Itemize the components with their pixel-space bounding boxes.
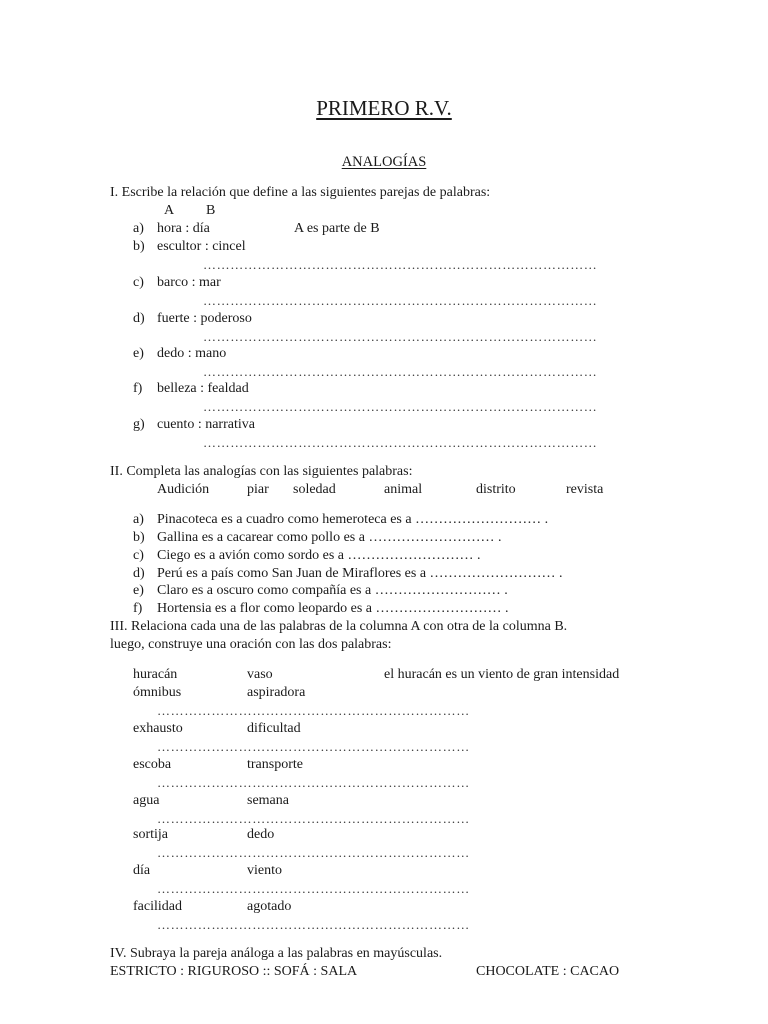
answer-line[interactable]: …………………………………………………………………………… [203,435,598,450]
column-b-word: agotado [247,899,292,914]
answer-line[interactable]: …………………………………………………………… [157,703,470,718]
section3-instruction-cont: luego, construye una oración con las dos palabras: [110,637,392,652]
column-a-word: facilidad [133,899,182,914]
word-pair: cuento : narrativa [157,417,255,432]
column-b-word: transporte [247,757,303,772]
column-a-word: día [133,863,151,878]
column-a-word: escoba [133,757,172,772]
column-b-word: viento [247,863,282,878]
word-bank-item: Audición [157,482,210,497]
word-pair: fuerte : poderoso [157,311,252,326]
word-bank-item: soledad [293,482,336,497]
word-bank-item: revista [566,482,604,497]
word-bank-item: distrito [476,482,516,497]
item-letter: e) [133,346,144,361]
item-letter: f) [133,381,143,396]
item-letter: b) [133,239,145,254]
section3-instruction: III. Relaciona cada una de las palabras de la columna A con otra de la columna B. [110,619,568,634]
column-a-word: agua [133,793,160,808]
answer-line[interactable]: …………………………………………………………… [157,739,470,754]
analogy-sentence: Hortensia es a flor como leopardo es a ……………………… . [157,601,509,616]
example-sentence: el huracán es un viento de gran intensidad [384,667,620,682]
column-a-header: A [164,203,175,218]
word-bank-item: piar [247,482,269,497]
page-title: PRIMERO R.V. [316,96,452,120]
analogy-sentence: Perú es a país como San Juan de Miraflores es a ……………………… . [157,566,563,581]
item-letter: a) [133,512,144,527]
column-b-word: semana [247,793,289,808]
column-a-word: ómnibus [133,685,182,700]
column-b-word: dificultad [247,721,301,736]
section4-instruction: IV. Subraya la pareja análoga a las palabras en mayúsculas. [110,946,443,961]
answer-line[interactable]: …………………………………………………………………………… [203,329,598,344]
item-letter: c) [133,548,144,563]
analogy-sentence: Claro es a oscuro como compañía es a ……………………… . [157,583,508,598]
example-answer: A es parte de B [294,221,380,236]
item-letter: d) [133,566,145,581]
analogy-sentence: Ciego es a avión como sordo es a ……………………… . [157,548,481,563]
analogy-option[interactable]: ESTRICTO : RIGUROSO :: SOFÁ : SALA [110,964,358,979]
section1-instruction: I. Escribe la relación que define a las siguientes parejas de palabras: [110,185,491,200]
answer-line[interactable]: …………………………………………………………………………… [203,399,598,414]
column-a-word: sortija [133,827,168,842]
word-pair: dedo : mano [157,346,227,361]
item-letter: e) [133,583,144,598]
column-b-word: dedo [247,827,275,842]
column-a-word: exhausto [133,721,183,736]
analogy-sentence: Gallina es a cacarear como pollo es a ……………………… . [157,530,502,545]
column-b-word: vaso [247,667,273,682]
word-bank-item: animal [384,482,423,497]
item-letter: c) [133,275,144,290]
column-b-header: B [206,203,216,218]
item-letter: a) [133,221,144,236]
item-letter: b) [133,530,145,545]
answer-line[interactable]: …………………………………………………………… [157,917,470,932]
answer-line[interactable]: …………………………………………………………………………… [203,293,598,308]
word-pair: belleza : fealdad [157,381,249,396]
word-pair: barco : mar [157,275,221,290]
answer-line[interactable]: …………………………………………………………… [157,811,470,826]
word-pair: hora : día [157,221,210,236]
column-a-word: huracán [133,667,178,682]
answer-line[interactable]: …………………………………………………………… [157,775,470,790]
analogy-sentence: Pinacoteca es a cuadro como hemeroteca es a ……………………… . [157,512,549,527]
answer-line[interactable]: …………………………………………………………………………… [203,257,598,272]
section-heading: ANALOGÍAS [341,154,427,170]
analogy-option[interactable]: CHOCOLATE : CACAO [476,964,620,979]
item-letter: f) [133,601,143,616]
answer-line[interactable]: …………………………………………………………… [157,845,470,860]
item-letter: g) [133,417,145,432]
answer-line[interactable]: …………………………………………………………… [157,881,470,896]
answer-line[interactable]: …………………………………………………………………………… [203,364,598,379]
column-b-word: aspiradora [247,685,306,700]
section2-instruction: II. Completa las analogías con las siguientes palabras: [110,464,413,479]
item-letter: d) [133,311,145,326]
word-pair: escultor : cincel [157,239,246,254]
